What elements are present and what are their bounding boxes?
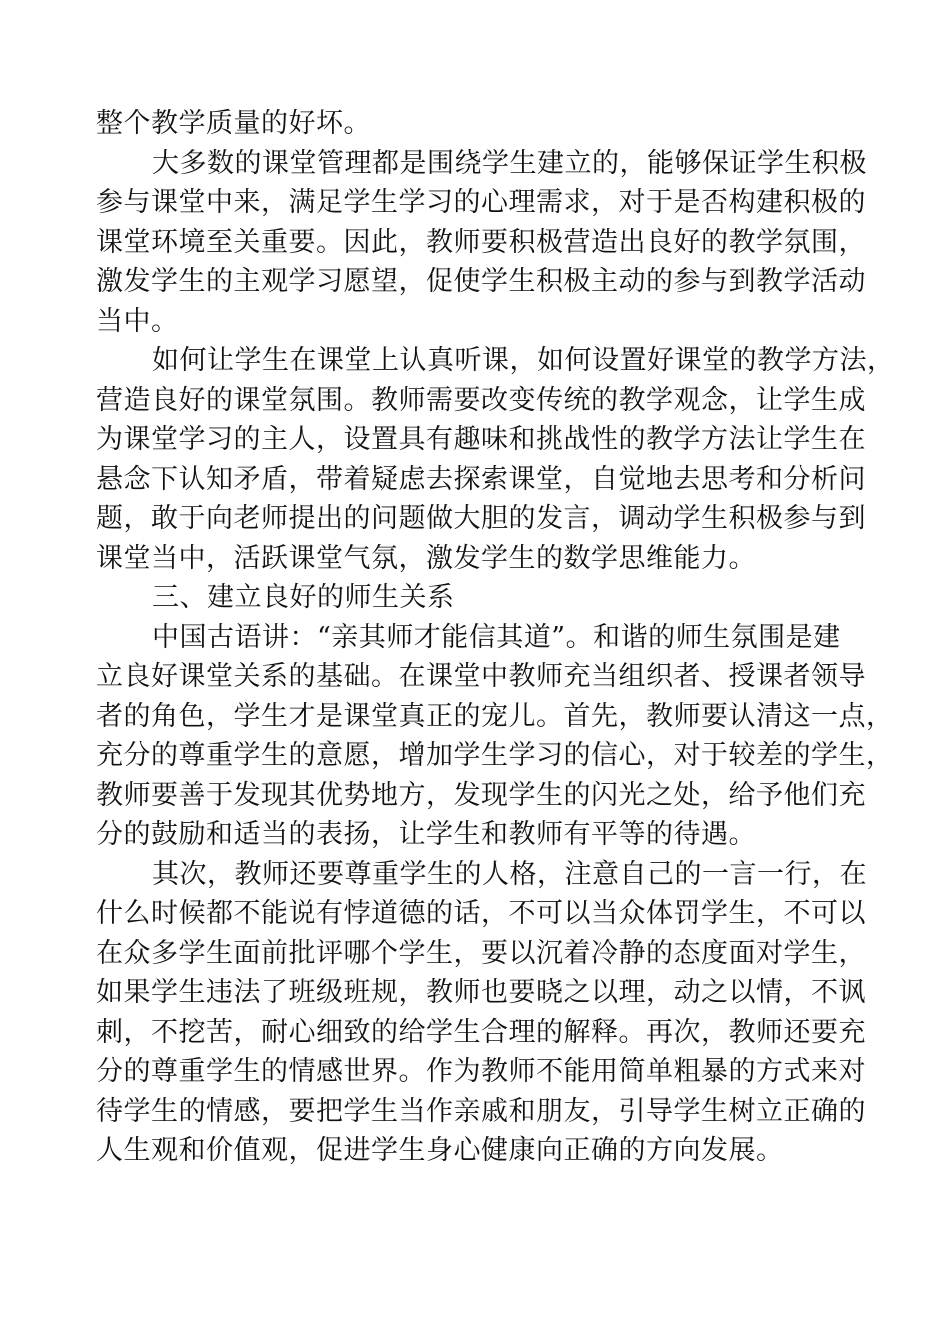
text-line: 整个教学质量的好坏。	[96, 108, 371, 139]
paragraph-first-line: 中国古语讲：“亲其师才能信其道”。和谐的师生氛围是建	[152, 621, 841, 653]
text-line: 如果学生违法了班级班规，教师也要晓之以理，动之以情，不讽	[96, 977, 866, 1008]
text-line: 分的尊重学生的情感世界。作为教师不能用简单粗暴的方式来对	[96, 1056, 866, 1087]
text-line: 悬念下认知矛盾，带着疑虑去探索课堂，自觉地去思考和分析问	[96, 463, 866, 495]
text-line: 题，敢于向老师提出的问题做大胆的发言，调动学生积极参与到	[96, 503, 866, 534]
paragraph-first-line: 大多数的课堂管理都是围绕学生建立的，能够保证学生积极	[152, 147, 867, 179]
text-line: 在众多学生面前批评哪个学生，要以沉着冷静的态度面对学生，	[96, 937, 866, 969]
text-line: 激发学生的主观学习愿望，促使学生积极主动的参与到教学活动	[96, 266, 866, 297]
text-line: 课堂环境至关重要。因此，教师要积极营造出良好的教学氛围，	[96, 226, 866, 258]
text-line: 什么时候都不能说有悖道德的话，不可以当众体罚学生，不可以	[96, 898, 866, 929]
text-line: 为课堂学习的主人，设置具有趣味和挑战性的教学方法让学生在	[96, 424, 866, 455]
text-line: 参与课堂中来，满足学生学习的心理需求，对于是否构建积极的	[96, 187, 866, 218]
text-line: 充分的尊重学生的意愿，增加学生学习的信心，对于较差的学生，	[96, 740, 894, 771]
text-line: 教师要善于发现其优势地方，发现学生的闪光之处，给予他们充	[96, 779, 866, 811]
section-heading: 三、建立良好的师生关系	[152, 582, 455, 613]
text-line: 待学生的情感，要把学生当作亲戚和朋友，引导学生树立正确的	[96, 1095, 866, 1127]
text-line: 人生观和价值观，促进学生身心健康向正确的方向发展。	[96, 1135, 784, 1166]
text-line: 刺，不挖苦，耐心细致的给学生合理的解释。再次，教师还要充	[96, 1016, 866, 1048]
text-line: 立良好课堂关系的基础。在课堂中教师充当组织者、授课者领导	[96, 661, 866, 692]
paragraph-first-line: 其次，教师还要尊重学生的人格，注意自己的一言一行，在	[152, 858, 867, 890]
text-line: 分的鼓励和适当的表扬，让学生和教师有平等的待遇。	[96, 819, 756, 850]
text-line: 课堂当中，活跃课堂气氛，激发学生的数学思维能力。	[96, 542, 756, 574]
text-line: 者的角色，学生才是课堂真正的宠儿。首先，教师要认清这一点，	[96, 700, 894, 732]
paragraph-first-line: 如何让学生在课堂上认真听课，如何设置好课堂的教学方法，	[152, 345, 895, 376]
text-line: 当中。	[96, 305, 179, 337]
body-text	[96, 104, 895, 1171]
text-line: 营造良好的课堂氛围。教师需要改变传统的教学观念，让学生成	[96, 384, 866, 416]
